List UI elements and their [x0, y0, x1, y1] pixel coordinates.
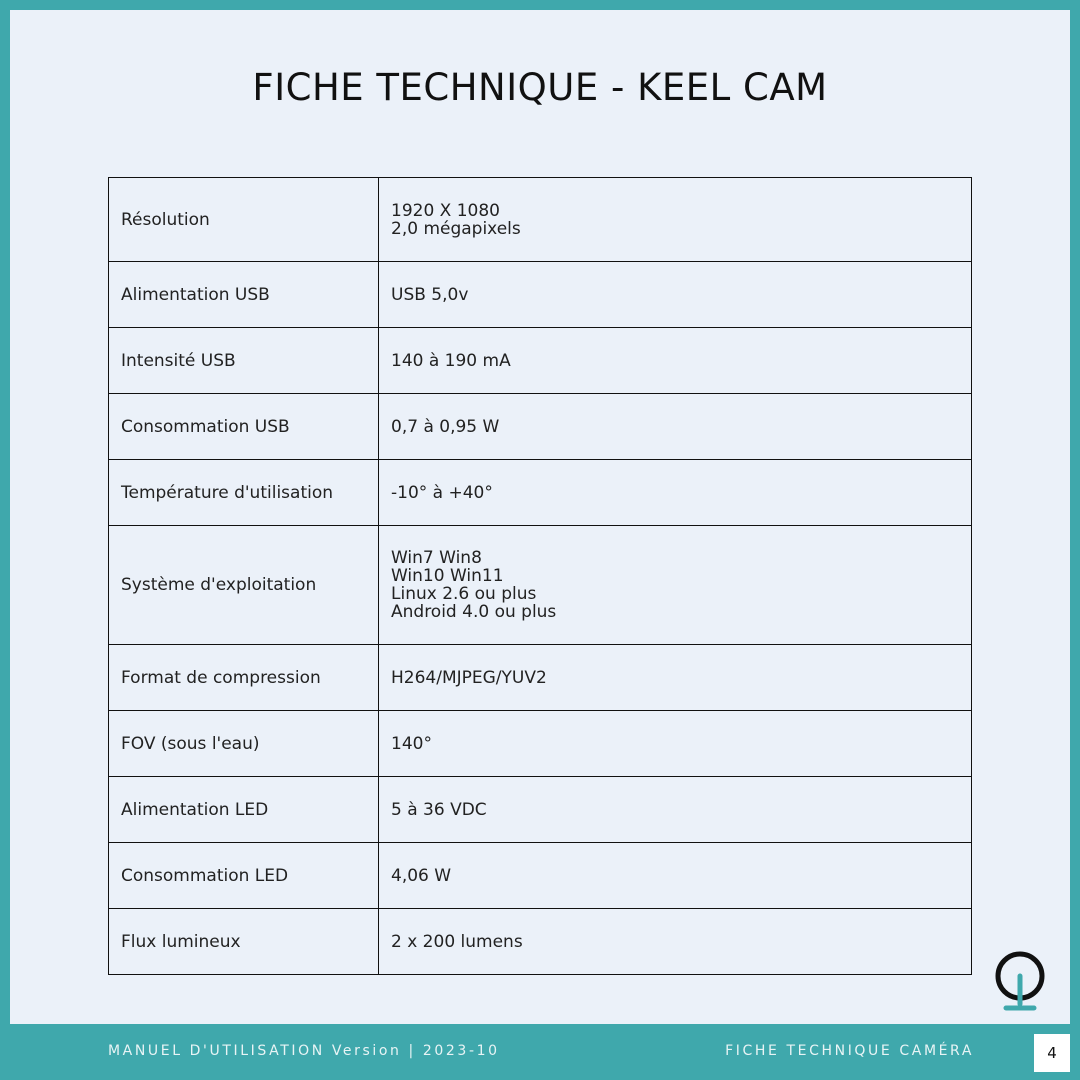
- spec-value: [379, 178, 972, 262]
- spec-label: Température d'utilisation: [109, 460, 379, 526]
- brand-logo-icon: [992, 950, 1048, 1014]
- spec-row: [109, 328, 972, 394]
- footer-manual-version: MANUEL D'UTILISATION Version | 2023-10: [108, 1043, 500, 1059]
- spec-value-line: 5 à 36 VDC: [391, 799, 487, 820]
- spec-label: Résolution: [109, 178, 379, 262]
- spec-label: Consommation USB: [109, 394, 379, 460]
- spec-value-line: 1920 X 1080: [391, 200, 500, 221]
- spec-row: [109, 526, 972, 645]
- spec-value-line: USB 5,0v: [391, 284, 469, 305]
- spec-value: [379, 460, 972, 526]
- spec-row: [109, 711, 972, 777]
- spec-value: [379, 526, 972, 645]
- spec-label: Flux lumineux: [109, 909, 379, 975]
- spec-value-line: 2,0 mégapixels: [391, 218, 521, 239]
- spec-label: FOV (sous l'eau): [109, 711, 379, 777]
- spec-value-line: 140 à 190 mA: [391, 350, 511, 371]
- spec-row: [109, 843, 972, 909]
- spec-value: [379, 711, 972, 777]
- page: [10, 10, 1070, 1024]
- spec-value-line: 2 x 200 lumens: [391, 931, 523, 952]
- spec-label: Alimentation LED: [109, 777, 379, 843]
- footer: [0, 1024, 1080, 1080]
- spec-row: [109, 178, 972, 262]
- spec-value-line: 140°: [391, 733, 432, 754]
- spec-label: Alimentation USB: [109, 262, 379, 328]
- spec-value: [379, 777, 972, 843]
- spec-row: [109, 645, 972, 711]
- spec-value-line: Win10 Win11: [391, 566, 504, 586]
- spec-row: [109, 909, 972, 975]
- spec-value-line: 4,06 W: [391, 865, 452, 886]
- spec-value-line: Win7 Win8: [391, 548, 482, 568]
- spec-value: [379, 909, 972, 975]
- spec-value: [379, 843, 972, 909]
- spec-label: Consommation LED: [109, 843, 379, 909]
- spec-label: Système d'exploitation: [109, 526, 379, 645]
- spec-value-line: H264/MJPEG/YUV2: [391, 667, 547, 688]
- spec-value: [379, 645, 972, 711]
- spec-value: [379, 262, 972, 328]
- spec-label: Format de compression: [109, 645, 379, 711]
- spec-row: [109, 777, 972, 843]
- spec-row: [109, 394, 972, 460]
- footer-section-title: FICHE TECHNIQUE CAMÉRA: [725, 1043, 974, 1059]
- spec-row: [109, 262, 972, 328]
- spec-label: Intensité USB: [109, 328, 379, 394]
- spec-row: [109, 460, 972, 526]
- spec-value-line: 0,7 à 0,95 W: [391, 416, 500, 437]
- spec-value: [379, 328, 972, 394]
- spec-value-line: Linux 2.6 ou plus: [391, 584, 537, 604]
- page-number: 4: [1034, 1034, 1070, 1072]
- spec-value-line: Android 4.0 ou plus: [391, 602, 557, 622]
- spec-value-line: -10° à +40°: [391, 482, 493, 503]
- spec-table-body: [109, 178, 972, 975]
- spec-value: [379, 394, 972, 460]
- spec-table: [108, 177, 972, 975]
- page-title: FICHE TECHNIQUE - KEEL CAM: [252, 66, 828, 109]
